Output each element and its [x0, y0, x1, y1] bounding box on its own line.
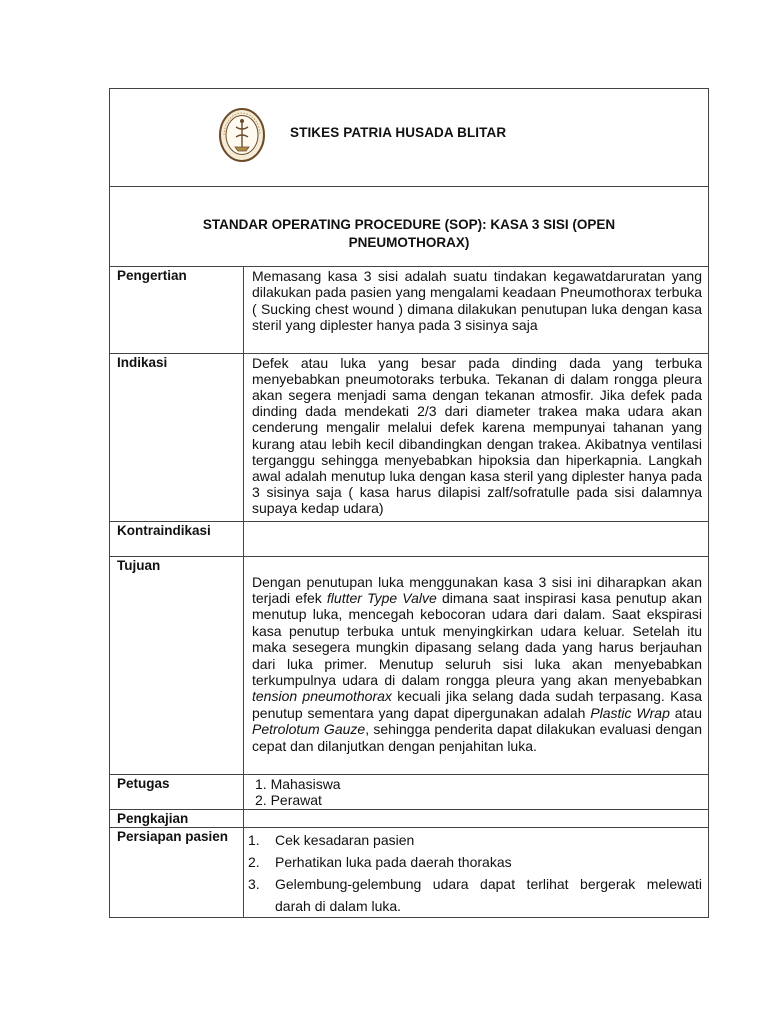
value-pengertian: Memasang kasa 3 sisi adalah suatu tindakan kegawatdaruratan yang dilakukan pada pasien yang mengalami keadaan Pneumothorax terbuka ( Sucking chest wound ) dimana dilakukan penutupan luka dengan kasa steril yang diplester hanya pada 3 sisinya saja — [252, 268, 702, 334]
persiapan-item-text: Cek kesadaran pasien — [275, 831, 415, 848]
label-persiapan: Persiapan pasien — [110, 827, 244, 917]
persiapan-item-number: 3. — [248, 875, 260, 892]
label-pengertian: Pengertian — [110, 267, 244, 353]
label-pengkajian: Pengkajian — [110, 809, 244, 827]
row-pengertian — [110, 267, 708, 353]
persiapan-item — [248, 829, 702, 851]
tujuan-text-5: , sehingga penderita dapat dilakukan evaluasi dengan cepat dan dilanjutkan dengan penjahitan luka. — [252, 721, 702, 754]
sop-document — [109, 88, 709, 918]
document-header — [110, 89, 708, 187]
persiapan-item-number: 1. — [248, 831, 260, 848]
persiapan-item — [248, 873, 702, 917]
label-tujuan: Tujuan — [110, 556, 244, 774]
tujuan-text-1: Dengan penutupan luka menggunakan kasa 3 sisi ini diharapkan akan terjadi efek — [252, 573, 702, 606]
persiapan-item-text: Perhatikan luka pada daerah thorakas — [275, 853, 512, 870]
row-persiapan — [110, 827, 708, 917]
tujuan-term-petrolotum: Petrolotum Gauze — [252, 721, 366, 738]
row-pengkajian — [110, 809, 708, 827]
row-petugas — [110, 774, 708, 809]
tujuan-text-3: kecuali jika selang dada sudah terpasang. Kasa penutup sementara yang dapat dipergunakan adalah — [252, 688, 702, 721]
value-pengkajian — [244, 809, 709, 827]
petugas-item: 1. Mahasiswa — [255, 775, 341, 792]
row-kontraindikasi — [110, 521, 708, 556]
persiapan-list — [248, 829, 702, 917]
persiapan-item — [248, 851, 702, 873]
value-tujuan — [244, 556, 709, 774]
tujuan-term-flutter: flutter Type Valve — [326, 589, 437, 606]
tujuan-text-2: dimana saat inspirasi kasa penutup akan menutup luka, mencegah kebocoran udara dari dalam. Saat ekspirasi kasa penutup terbuka untuk menyingkirkan udara keluar. Setelah itu maka sesegera mungkin dipasang selang dada yang harus berjauhan dari luka primer. Menutup seluruh sisi luka akan menyebabkan terkumpulnya udara di dalam rongga pleura yang akan menyebabkan — [252, 589, 702, 688]
persiapan-item-text: Gelembung-gelembung udara dapat terlihat bergerak melewati darah di dalam luka. — [275, 875, 702, 914]
value-petugas — [244, 774, 709, 809]
label-kontraindikasi: Kontraindikasi — [110, 521, 244, 556]
petugas-item: 2. Perawat — [255, 791, 322, 808]
sop-table — [110, 267, 708, 917]
row-indikasi — [110, 353, 708, 521]
label-petugas: Petugas — [110, 774, 244, 809]
label-indikasi: Indikasi — [110, 353, 244, 521]
value-kontraindikasi — [244, 521, 709, 556]
value-persiapan — [244, 827, 709, 917]
tujuan-term-tension: tension pneumothorax — [252, 688, 392, 705]
tujuan-text-4: atau — [669, 704, 703, 721]
petugas-list — [252, 776, 702, 808]
institution-seal-icon — [218, 107, 266, 163]
row-tujuan — [110, 556, 708, 774]
institution-name: STIKES PATRIA HUSADA BLITAR — [290, 125, 507, 140]
tujuan-term-plastic-wrap: Plastic Wrap — [590, 704, 670, 721]
value-indikasi: Defek atau luka yang besar pada dinding dada yang terbuka menyebabkan pneumotoraks terbuka. Tekanan di dalam rongga pleura akan segera menjadi sama dengan tekanan atmosfir. Jika defek pada dinding dada mendekati 2/3 dari diameter trakea maka udara akan cenderung mengalir melalui defek karena mempunyai tahanan yang kurang atau lebih kecil dibandingkan dengan trakea. Akibatnya ventilasi terganggu sehingga menyebabkan hipoksia dan hiperkapnia. Langkah awal adalah menutup luka dengan kasa steril yang diplester hanya pada 3 sisinya saja ( kasa harus dilapisi zalf/sofratulle pada sisi dalamnya supaya kedap udara) — [244, 353, 709, 521]
document-title: STANDAR OPERATING PROCEDURE (SOP): KASA 3 SISI (OPEN PNEUMOTHORAX) — [110, 187, 708, 267]
persiapan-item-number: 2. — [248, 853, 260, 870]
